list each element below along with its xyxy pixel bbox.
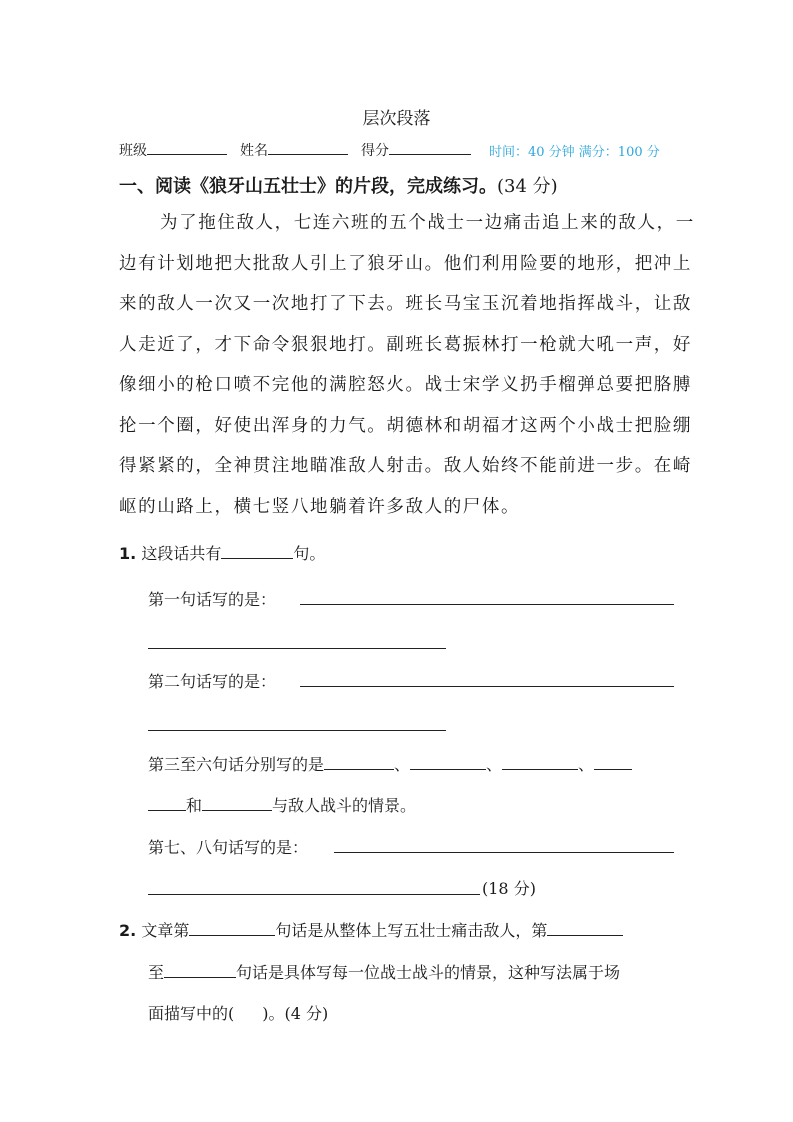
passage-line: 得紧紧的，全神贯注地瞄准敌人射击。敌人始终不能前进一步。在崎 — [119, 456, 692, 476]
passage-line: 来的敌人一次又一次地打了下去。班长马宝玉沉着地指挥战斗，让敌 — [119, 294, 692, 314]
question-2 — [119, 918, 623, 941]
q1-part3-blank-1[interactable] — [324, 753, 394, 770]
section-heading — [119, 172, 558, 198]
section-score: (34 分) — [497, 176, 558, 197]
separator: 、 — [578, 755, 595, 774]
question-2-text-b: 句话是从整体上写五壮士痛击敌人，第 — [275, 921, 548, 940]
passage-line: 岖的山路上，横七竖八地躺着许多敌人的尸体。 — [119, 497, 521, 517]
separator: 、 — [394, 755, 411, 774]
class-field — [119, 140, 227, 160]
question-2-text-a: 文章第 — [141, 921, 190, 940]
question-1-stem-b: 句。 — [293, 544, 326, 563]
score-blank[interactable] — [389, 140, 471, 155]
question-2-text-c: 至 — [148, 963, 165, 982]
question-2-number: 2. — [119, 921, 137, 940]
question-2-text-e: 面描写中的( — [148, 1004, 235, 1023]
q1-part3 — [148, 752, 632, 775]
name-blank[interactable] — [268, 140, 348, 155]
question-1-stem-a: 这段话共有 — [141, 544, 222, 563]
passage-line: 像细小的枪口喷不完他的满腔怒火。战士宋学义扔手榴弹总要把胳膊 — [119, 375, 692, 395]
q1-part3-blank-4a[interactable] — [594, 753, 632, 770]
q1-part4-answer-line[interactable] — [334, 852, 674, 853]
q1-part3-and: 和 — [186, 796, 203, 815]
q2-score: (4 分) — [284, 1004, 329, 1023]
name-label: 姓名 — [240, 143, 268, 159]
section-heading-text: 一、阅读《狼牙山五壮士》的片段，完成练习。 — [119, 176, 497, 197]
q1-score: (18 分) — [482, 879, 536, 898]
q1-part2-label: 第二句话写的是： — [148, 672, 277, 691]
q1-part1-answer-line[interactable] — [300, 604, 674, 605]
passage-line: 为了拖住敌人，七连六班的五个战士一边痛击追上来的敌人，一 — [160, 213, 695, 233]
q1-part2-answer-line[interactable] — [300, 686, 674, 687]
score-label: 得分 — [361, 143, 389, 159]
q1-part3-end: 与敌人战斗的情景。 — [272, 796, 417, 815]
class-label: 班级 — [119, 143, 147, 159]
question-2-line-3 — [148, 1001, 328, 1024]
q1-part3-blank-2[interactable] — [410, 753, 486, 770]
q2-blank-1[interactable] — [189, 919, 275, 936]
passage-line: 边有计划地把大批敌人引上了狼牙山。他们利用险要的地形，把冲上 — [119, 254, 692, 274]
question-2-line-2 — [148, 960, 620, 983]
class-blank[interactable] — [147, 140, 227, 155]
question-1-number: 1. — [119, 544, 137, 563]
question-2-text-f: )。 — [262, 1004, 285, 1023]
question-1 — [119, 541, 325, 564]
q1-part3-blank-5[interactable] — [202, 794, 272, 811]
q2-blank-3[interactable] — [164, 961, 236, 978]
sentence-count-blank[interactable] — [221, 542, 293, 559]
separator: 、 — [486, 755, 503, 774]
passage-line: 抡一个圈，好使出浑身的力气。胡德林和胡福才这两个小战士把脸绷 — [119, 416, 692, 436]
q1-part1-label: 第一句话写的是： — [148, 590, 277, 609]
time-info: 时间：40 分钟 满分：100 分 — [489, 145, 660, 160]
question-2-text-d: 句话是具体写每一位战士战斗的情景，这种写法属于场 — [236, 963, 621, 982]
q1-part3-cont — [148, 793, 416, 816]
q1-part3-blank-4b[interactable] — [148, 794, 186, 811]
q1-part1-answer-line-2[interactable] — [148, 648, 446, 649]
q1-part3-blank-3[interactable] — [502, 753, 578, 770]
q1-part2-answer-line-2[interactable] — [148, 730, 446, 731]
q1-part4-label: 第七、八句话写的是： — [148, 838, 309, 857]
page-title: 层次段落 — [362, 109, 431, 129]
score-field — [361, 140, 471, 160]
name-field — [240, 140, 348, 160]
q1-part4-answer-line-2[interactable] — [148, 894, 480, 895]
q1-part3-label: 第三至六句话分别写的是 — [148, 755, 325, 774]
q2-blank-2[interactable] — [547, 919, 623, 936]
passage-line: 人走近了，才下命令狠狠地打。副班长葛振林打一枪就大吼一声，好 — [119, 335, 692, 355]
